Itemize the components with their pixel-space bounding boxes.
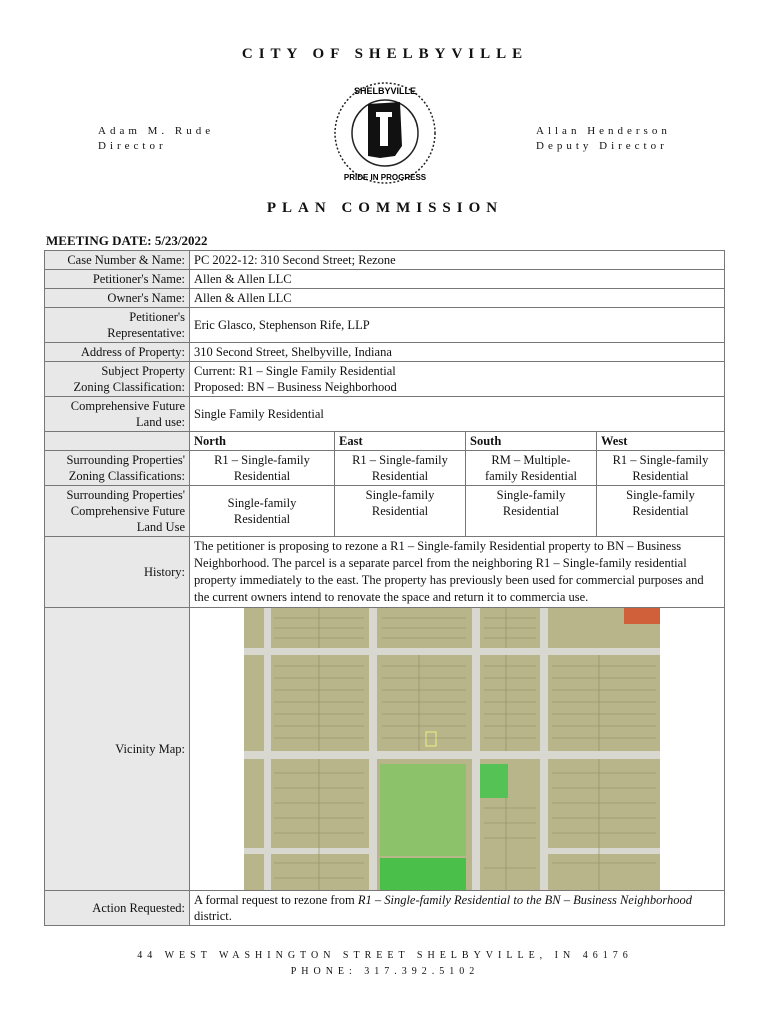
direction-south: South (466, 432, 597, 451)
label-line: Comprehensive Future (70, 504, 185, 518)
table-row (45, 362, 725, 397)
case-info-table (44, 250, 725, 926)
surrounding-comprehensive-label (45, 486, 190, 537)
label-line: Representative: (107, 326, 185, 340)
comprehensive-value: Single Family Residential (190, 397, 725, 432)
table-row (45, 537, 725, 608)
deputy-title: Deputy Director (536, 140, 668, 152)
deputy-director-block (536, 124, 671, 154)
label-line: Subject Property (101, 364, 185, 378)
label-line: Petitioner's (129, 310, 185, 324)
city-heading: CITY OF SHELBYVILLE (241, 46, 529, 62)
address-value: 310 Second Street, Shelbyville, Indiana (190, 343, 725, 362)
case-label: Case Number & Name: (45, 251, 190, 270)
direction-east: East (335, 432, 466, 451)
seal-top-text: SHELBYVILLE (353, 86, 417, 96)
table-row (45, 270, 725, 289)
table-row (45, 451, 725, 486)
direction-west: West (597, 432, 725, 451)
label-line: Land use: (136, 415, 185, 429)
owner-label: Owner's Name: (45, 289, 190, 308)
director-block (98, 124, 214, 154)
table-row (45, 486, 725, 537)
representative-label (45, 308, 190, 343)
petitioner-value: Allen & Allen LLC (190, 270, 725, 289)
case-value: PC 2022-12: 310 Second Street; Rezone (190, 251, 725, 270)
seal-bottom-text: PRIDE IN PROGRESS (343, 173, 427, 182)
vicinity-map-image (244, 608, 660, 890)
section-heading: PLAN COMMISSION (266, 200, 504, 216)
deputy-name: Allan Henderson (536, 125, 671, 137)
table-row (45, 343, 725, 362)
comprehensive-label (45, 397, 190, 432)
surrounding-zoning-label (45, 451, 190, 486)
action-label: Action Requested: (45, 891, 190, 926)
south-comprehensive: Single-family Residential (466, 486, 597, 537)
table-row (45, 432, 725, 451)
label-line: Surrounding Properties' (66, 488, 185, 502)
director-name: Adam M. Rude (98, 125, 215, 137)
direction-north: North (190, 432, 335, 451)
zoning-proposed: Proposed: BN – Business Neighborhood (194, 380, 397, 394)
table-row (45, 891, 725, 926)
owner-value: Allen & Allen LLC (190, 289, 725, 308)
label-line: Comprehensive Future (70, 399, 185, 413)
history-label: History: (45, 537, 190, 608)
action-value: A formal request to rezone from R1 – Single-family Residential to the BN – Business Neighborhood district. (190, 891, 725, 926)
label-line: Land Use (136, 520, 185, 534)
vicinity-map-cell (190, 608, 725, 891)
vicinity-label: Vicinity Map: (45, 608, 190, 891)
zoning-current: Current: R1 – Single Family Residential (194, 364, 396, 378)
table-row (45, 397, 725, 432)
petitioner-label: Petitioner's Name: (45, 270, 190, 289)
footer-phone: PHONE: 317.392.5102 (290, 966, 480, 977)
south-zoning: RM – Multiple- family Residential (466, 451, 597, 486)
table-row (45, 289, 725, 308)
zoning-label (45, 362, 190, 397)
label-line: Surrounding Properties' (66, 453, 185, 467)
zoning-value (190, 362, 725, 397)
address-label: Address of Property: (45, 343, 190, 362)
west-zoning: R1 – Single-family Residential (597, 451, 725, 486)
blank-label (45, 432, 190, 451)
east-comprehensive: Single-family Residential (335, 486, 466, 537)
label-line: Zoning Classification: (73, 380, 185, 394)
representative-value: Eric Glasco, Stephenson Rife, LLP (190, 308, 725, 343)
meeting-date: MEETING DATE: 5/23/2022 (46, 233, 208, 248)
history-value: The petitioner is proposing to rezone a R1 – Single-family Residential property to BN – Business Neighborhood. The parcel is a separate parcel from the neighboring R1 – Single-family residential property immediately to the east. The property has previously been used for commercial purposes and the current owners intend to renovate the space and return it to commercia use. (190, 537, 725, 608)
north-zoning: R1 – Single-family Residential (190, 451, 335, 486)
footer-address: 44 WEST WASHINGTON STREET SHELBYVILLE, IN 46176 (137, 950, 633, 961)
table-row (45, 608, 725, 891)
table-row (45, 251, 725, 270)
east-zoning: R1 – Single-family Residential (335, 451, 466, 486)
director-title: Director (98, 140, 167, 152)
table-row (45, 308, 725, 343)
label-line: Zoning Classifications: (68, 469, 185, 483)
city-seal-logo (320, 76, 450, 191)
north-comprehensive: Single-family Residential (190, 486, 335, 537)
west-comprehensive: Single-family Residential (597, 486, 725, 537)
